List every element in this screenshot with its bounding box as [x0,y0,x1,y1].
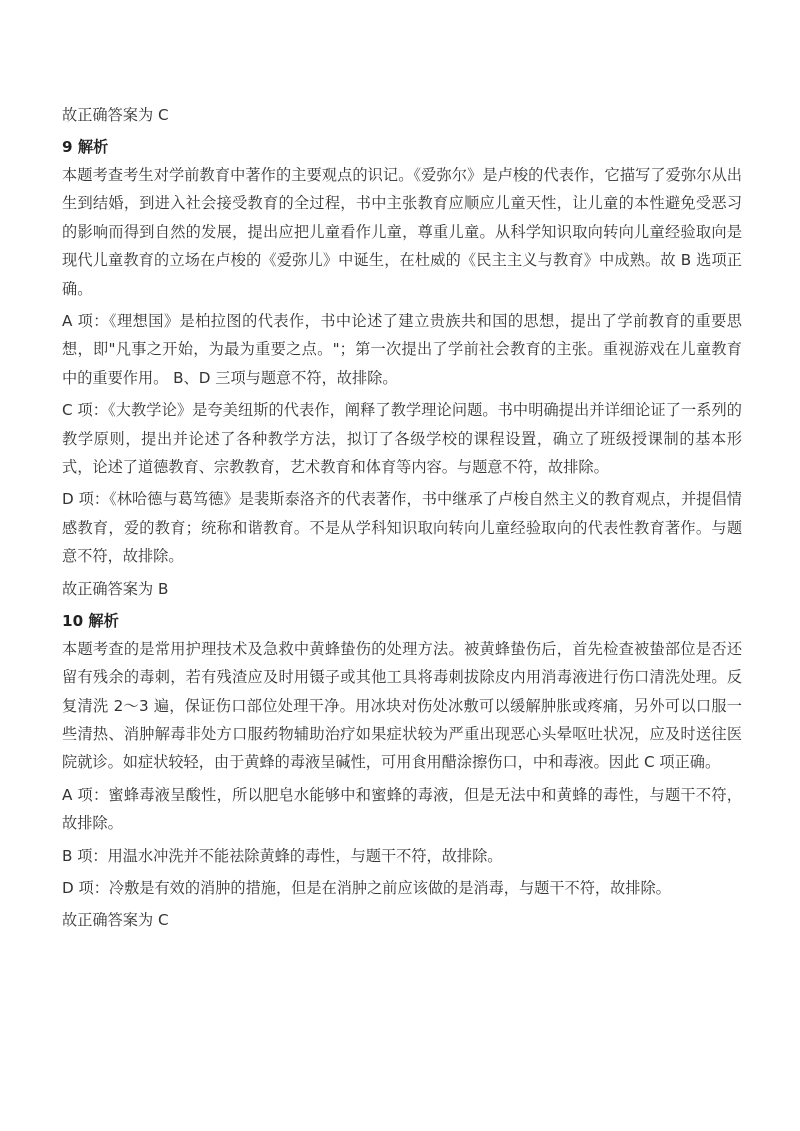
q9-option-a-paragraph: A 项：《理想国》是柏拉图的代表作，书中论述了建立贵族共和国的思想，提出了学前教育的重要思想，即"凡事之开始，为最为重要之点。"；第一次提出了学前社会教育的主张。重视游戏在儿童教育中的重要作用。 B、D 三项与题意不符，故排除。 [62,312,742,387]
q10-analysis-paragraph: 本题考查的是常用护理技术及急救中黄蜂蛰伤的处理方法。被黄蜂蛰伤后，首先检查被蛰部位是否还留有残余的毒刺，若有残渣应及时用镊子或其他工具将毒刺拔除皮内用消毒液进行伤口清洗处理。反复清洗 2～3 遍，保证伤口部位处理干净。用冰块对伤处冰敷可以缓解肿胀或疼痛，另外可以口服一些清热、消肿解毒非处方口服药物辅助治疗如果症状较为严重出现恶心头晕呕吐状况，应及时送往医院就诊。如症状较轻，由于黄蜂的毒液呈碱性，可用食用醋涂擦伤口，中和毒液。因此 C 项正确。 [62,639,742,772]
q10-option-d-paragraph: D 项：冷敷是有效的消肿的措施，但是在消肿之前应该做的是消毒，与题干不符，故排除。 [62,878,671,897]
q10-heading: 10 解析 [62,611,119,630]
q10-option-a-paragraph: A 项：蜜蜂毒液呈酸性，所以肥皂水能够中和蜜蜂的毒液，但是无法中和黄蜂的毒性，与题干不符，故排除。 [62,785,742,833]
q10-option-b-paragraph: B 项：用温水冲洗并不能祛除黄蜂的毒性，与题干不符，故排除。 [62,846,503,865]
q10-answer-line: 故正确答案为 C [62,911,169,930]
answer-line-prev: 故正确答案为 C [62,106,169,124]
q9-analysis-paragraph: 本题考查考生对学前教育中著作的主要观点的识记。《爱弥尔》是卢梭的代表作，它描写了爱弥尔从出生到结婚，到进入社会接受教育的全过程，书中主张教育应顺应儿童天性，让儿童的本性避免受恶习的影响而得到自然的发展，提出应把儿童看作儿童，尊重儿童。从科学知识取向转向儿童经验取向是现代儿童教育的立场在卢梭的《爱弥儿》中诞生，在杜威的《民主主义与教育》中成熟。故 B 选项正确。 [62,166,742,298]
q9-option-d-paragraph: D 项：《林哈德与葛笃德》是裴斯泰洛齐的代表著作，书中继承了卢梭自然主义的教育观点，并提倡情感教育，爱的教育；统称和谐教育。不是从学科知识取向转向儿童经验取向的代表性教育著作。与题意不符，故排除。 [62,490,742,566]
q9-option-c-paragraph: C 项：《大教学论》是夸美纽斯的代表作，阐释了教学理论问题。书中明确提出并详细论证了一系列的教学原则，提出并论述了各种教学方法，拟订了各级学校的课程设置，确立了班级授课制的基本形式，论述了道德教育、宗教教育，艺术教育和体育等内容。与题意不符，故排除。 [62,401,742,477]
q9-heading: 9 解析 [62,138,109,156]
q9-answer-line: 故正确答案为 B [62,579,169,598]
document-page [62,101,742,934]
